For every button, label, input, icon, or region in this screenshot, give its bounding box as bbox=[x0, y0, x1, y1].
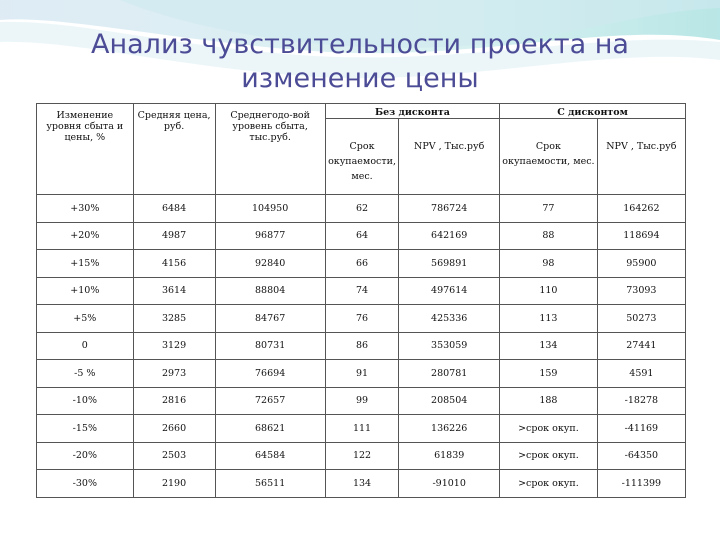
cell-sales: 88804 bbox=[215, 277, 325, 305]
cell-price: 4987 bbox=[133, 222, 215, 250]
title-line-1: Анализ чувствительности проекта на bbox=[91, 29, 629, 60]
table-row bbox=[37, 250, 686, 278]
cell-npv: 786724 bbox=[399, 195, 500, 223]
cell-npv-discounted: 95900 bbox=[597, 250, 685, 278]
table-row bbox=[37, 277, 686, 305]
header-payback-no-discount: Срок окупаемости, мес. bbox=[325, 119, 399, 195]
cell-level: +10% bbox=[37, 277, 134, 305]
table-body bbox=[37, 195, 686, 498]
cell-price: 3129 bbox=[133, 332, 215, 360]
cell-npv-discounted: -41169 bbox=[597, 415, 685, 443]
cell-npv-discounted: -18278 bbox=[597, 387, 685, 415]
cell-npv-discounted: 50273 bbox=[597, 305, 685, 333]
cell-payback-discounted: 159 bbox=[500, 360, 598, 388]
table-row bbox=[37, 415, 686, 443]
cell-payback: 134 bbox=[325, 470, 399, 498]
cell-npv: 425336 bbox=[399, 305, 500, 333]
header-npv-no-discount: NPV , Тыс.руб bbox=[399, 119, 500, 195]
cell-npv: 353059 bbox=[399, 332, 500, 360]
cell-sales: 68621 bbox=[215, 415, 325, 443]
cell-npv-discounted: -64350 bbox=[597, 442, 685, 470]
cell-level: -20% bbox=[37, 442, 134, 470]
cell-payback: 66 bbox=[325, 250, 399, 278]
cell-payback: 86 bbox=[325, 332, 399, 360]
cell-npv: 208504 bbox=[399, 387, 500, 415]
header-avg-price: Средняя цена, руб. bbox=[133, 104, 215, 195]
cell-payback: 91 bbox=[325, 360, 399, 388]
cell-price: 3614 bbox=[133, 277, 215, 305]
header-level-change: Изменение уровня сбыта и цены, % bbox=[37, 104, 134, 195]
cell-npv: 136226 bbox=[399, 415, 500, 443]
cell-npv-discounted: 73093 bbox=[597, 277, 685, 305]
header-npv-with-discount: NPV , Тыс.руб bbox=[597, 119, 685, 195]
header-avg-sales: Среднегодо-вой уровень сбыта, тыс.руб. bbox=[215, 104, 325, 195]
cell-level: -10% bbox=[37, 387, 134, 415]
cell-payback-discounted: >срок окуп. bbox=[500, 470, 598, 498]
cell-npv: 642169 bbox=[399, 222, 500, 250]
cell-level: 0 bbox=[37, 332, 134, 360]
cell-sales: 96877 bbox=[215, 222, 325, 250]
cell-sales: 64584 bbox=[215, 442, 325, 470]
table-row bbox=[37, 470, 686, 498]
sensitivity-table bbox=[36, 103, 686, 498]
table-row bbox=[37, 332, 686, 360]
cell-npv: -91010 bbox=[399, 470, 500, 498]
cell-level: +20% bbox=[37, 222, 134, 250]
header-with-discount: С дисконтом bbox=[500, 104, 686, 119]
cell-sales: 92840 bbox=[215, 250, 325, 278]
slide-title bbox=[0, 28, 720, 96]
table-row bbox=[37, 195, 686, 223]
cell-npv-discounted: 164262 bbox=[597, 195, 685, 223]
cell-payback: 62 bbox=[325, 195, 399, 223]
cell-price: 3285 bbox=[133, 305, 215, 333]
cell-level: +15% bbox=[37, 250, 134, 278]
cell-price: 4156 bbox=[133, 250, 215, 278]
cell-payback: 76 bbox=[325, 305, 399, 333]
table-row bbox=[37, 442, 686, 470]
cell-npv-discounted: -111399 bbox=[597, 470, 685, 498]
cell-payback-discounted: >срок окуп. bbox=[500, 442, 598, 470]
cell-payback: 111 bbox=[325, 415, 399, 443]
cell-npv-discounted: 4591 bbox=[597, 360, 685, 388]
cell-level: +5% bbox=[37, 305, 134, 333]
cell-sales: 104950 bbox=[215, 195, 325, 223]
table-row bbox=[37, 305, 686, 333]
cell-sales: 76694 bbox=[215, 360, 325, 388]
cell-price: 2660 bbox=[133, 415, 215, 443]
cell-price: 2503 bbox=[133, 442, 215, 470]
cell-payback: 74 bbox=[325, 277, 399, 305]
header-no-discount: Без дисконта bbox=[325, 104, 499, 119]
cell-npv-discounted: 118694 bbox=[597, 222, 685, 250]
cell-payback: 99 bbox=[325, 387, 399, 415]
cell-npv: 497614 bbox=[399, 277, 500, 305]
cell-price: 6484 bbox=[133, 195, 215, 223]
table-row bbox=[37, 222, 686, 250]
cell-sales: 56511 bbox=[215, 470, 325, 498]
cell-payback: 64 bbox=[325, 222, 399, 250]
header-payback-with-discount: Срок окупаемости, мес. bbox=[500, 119, 598, 195]
cell-npv-discounted: 27441 bbox=[597, 332, 685, 360]
cell-level: -15% bbox=[37, 415, 134, 443]
cell-payback-discounted: 98 bbox=[500, 250, 598, 278]
cell-payback: 122 bbox=[325, 442, 399, 470]
cell-payback-discounted: 113 bbox=[500, 305, 598, 333]
cell-price: 2190 bbox=[133, 470, 215, 498]
table-header bbox=[37, 104, 686, 195]
cell-payback-discounted: 110 bbox=[500, 277, 598, 305]
table-row bbox=[37, 387, 686, 415]
cell-price: 2816 bbox=[133, 387, 215, 415]
cell-payback-discounted: >срок окуп. bbox=[500, 415, 598, 443]
cell-payback-discounted: 77 bbox=[500, 195, 598, 223]
cell-level: +30% bbox=[37, 195, 134, 223]
cell-sales: 80731 bbox=[215, 332, 325, 360]
table-row bbox=[37, 360, 686, 388]
cell-payback-discounted: 188 bbox=[500, 387, 598, 415]
cell-level: -5 % bbox=[37, 360, 134, 388]
cell-payback-discounted: 134 bbox=[500, 332, 598, 360]
cell-npv: 280781 bbox=[399, 360, 500, 388]
cell-npv: 61839 bbox=[399, 442, 500, 470]
cell-level: -30% bbox=[37, 470, 134, 498]
cell-npv: 569891 bbox=[399, 250, 500, 278]
cell-sales: 72657 bbox=[215, 387, 325, 415]
cell-sales: 84767 bbox=[215, 305, 325, 333]
title-line-2: изменение цены bbox=[241, 63, 479, 94]
cell-payback-discounted: 88 bbox=[500, 222, 598, 250]
cell-price: 2973 bbox=[133, 360, 215, 388]
